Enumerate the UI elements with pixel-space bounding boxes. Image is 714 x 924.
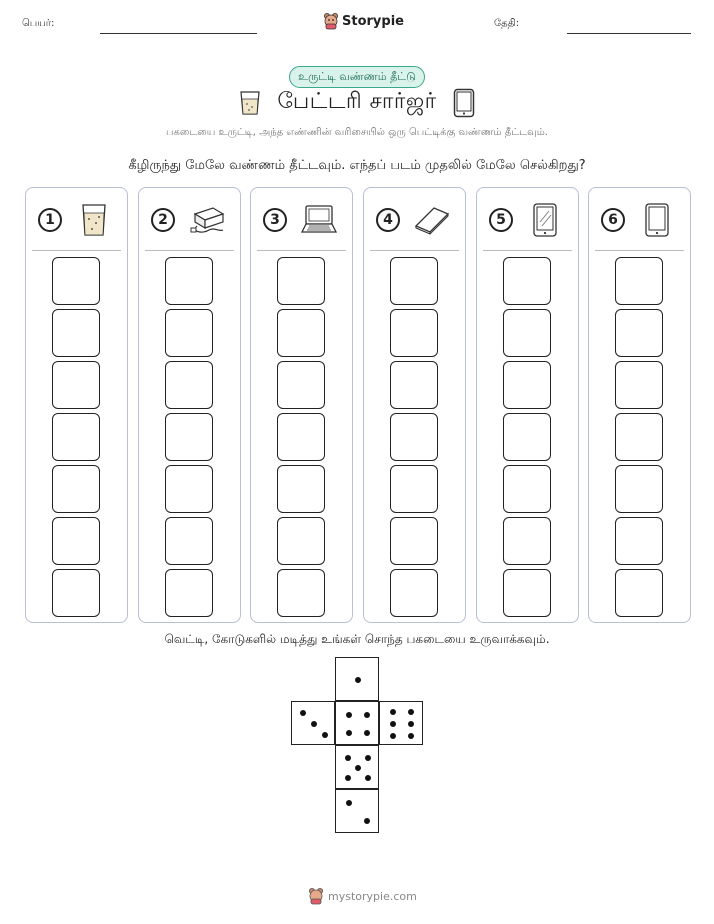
- color-box[interactable]: [165, 517, 213, 565]
- date-line[interactable]: [567, 33, 691, 34]
- notebook-icon: [412, 202, 452, 238]
- die-pip: [346, 800, 352, 806]
- die-pip: [408, 709, 414, 715]
- column-divider: [145, 250, 234, 251]
- die-pip: [390, 721, 396, 727]
- color-box[interactable]: [52, 309, 100, 357]
- die-face-6: [379, 701, 423, 745]
- color-box[interactable]: [615, 517, 663, 565]
- color-box[interactable]: [503, 257, 551, 305]
- column-number: 1: [38, 208, 62, 232]
- footer-url[interactable]: mystorypie.com: [328, 889, 417, 903]
- color-box[interactable]: [503, 465, 551, 513]
- die-pip: [390, 733, 396, 739]
- die-pip: [311, 721, 317, 727]
- column-2: [138, 187, 241, 623]
- color-box[interactable]: [52, 413, 100, 461]
- color-box[interactable]: [52, 517, 100, 565]
- column-divider: [483, 250, 572, 251]
- column-header: [139, 188, 240, 250]
- charger-icon: [187, 202, 227, 238]
- color-box[interactable]: [165, 257, 213, 305]
- color-box[interactable]: [52, 465, 100, 513]
- bear-icon: [323, 12, 339, 30]
- brand-name: Storypie: [342, 13, 404, 29]
- color-box[interactable]: [390, 413, 438, 461]
- column-4: [363, 187, 466, 623]
- color-box[interactable]: [277, 569, 325, 617]
- color-box[interactable]: [52, 257, 100, 305]
- color-box[interactable]: [52, 569, 100, 617]
- color-box[interactable]: [615, 361, 663, 409]
- die-pip: [408, 721, 414, 727]
- column-header: [364, 188, 465, 250]
- column-divider: [32, 250, 121, 251]
- color-box[interactable]: [277, 413, 325, 461]
- column-3: [250, 187, 353, 623]
- column-5: [476, 187, 579, 623]
- die-pip: [355, 765, 361, 771]
- color-box[interactable]: [503, 569, 551, 617]
- color-box[interactable]: [503, 517, 551, 565]
- die-pip: [345, 775, 351, 781]
- die-face-2: [335, 789, 379, 833]
- die-pip: [365, 755, 371, 761]
- title-row: [0, 88, 714, 118]
- color-box[interactable]: [503, 309, 551, 357]
- die-face-1: [335, 657, 379, 701]
- color-box[interactable]: [277, 361, 325, 409]
- instruction: கீழிருந்து மேலே வண்ணம் தீட்டவும். எந்தப் படம் முதலில் மேலே செல்கிறது?: [128, 158, 586, 173]
- subtitle: பகடையை உருட்டி, அந்த எண்ணின் வரிசையில் ஒரு பெட்டிக்கு வண்ணம் தீட்டவும்.: [166, 127, 548, 138]
- glass-icon: [74, 202, 114, 238]
- column-6: [588, 187, 691, 623]
- die-pip: [364, 818, 370, 824]
- color-box[interactable]: [52, 361, 100, 409]
- color-box[interactable]: [165, 465, 213, 513]
- bear-icon: [308, 887, 324, 905]
- die-pip: [345, 755, 351, 761]
- column-header: [26, 188, 127, 250]
- color-box[interactable]: [390, 257, 438, 305]
- color-box[interactable]: [277, 465, 325, 513]
- color-box[interactable]: [277, 257, 325, 305]
- name-line[interactable]: [100, 33, 257, 34]
- column-1: [25, 187, 128, 623]
- die-face-3: [291, 701, 335, 745]
- color-box[interactable]: [503, 413, 551, 461]
- column-number: 2: [151, 208, 175, 232]
- color-box[interactable]: [165, 309, 213, 357]
- activity-badge: உருட்டி வண்ணம் தீட்டு: [289, 66, 425, 88]
- die-face-5: [335, 745, 379, 789]
- tablet-front-icon: [637, 202, 677, 238]
- color-box[interactable]: [390, 361, 438, 409]
- die-pip: [390, 709, 396, 715]
- column-header: [477, 188, 578, 250]
- date-label: தேதி:: [494, 18, 520, 29]
- die-pip: [365, 775, 371, 781]
- die-pip: [408, 733, 414, 739]
- color-box[interactable]: [615, 465, 663, 513]
- die-face-4: [335, 701, 379, 745]
- column-header: [589, 188, 690, 250]
- footer: [308, 887, 417, 905]
- die-pip: [355, 677, 361, 683]
- color-box[interactable]: [277, 309, 325, 357]
- die-pip: [364, 730, 370, 736]
- column-number: 4: [376, 208, 400, 232]
- color-box[interactable]: [615, 569, 663, 617]
- column-divider: [595, 250, 684, 251]
- brand-logo: [323, 12, 404, 30]
- color-box[interactable]: [277, 517, 325, 565]
- color-box[interactable]: [390, 309, 438, 357]
- color-box[interactable]: [390, 569, 438, 617]
- column-number: 3: [263, 208, 287, 232]
- column-divider: [257, 250, 346, 251]
- color-box[interactable]: [615, 257, 663, 305]
- column-header: [251, 188, 352, 250]
- die-pip: [300, 710, 306, 716]
- color-box[interactable]: [390, 465, 438, 513]
- page-title: பேட்டரி சார்ஜர்: [277, 89, 437, 114]
- tablet-icon: [525, 202, 565, 238]
- die-pip: [322, 732, 328, 738]
- column-number: 5: [489, 208, 513, 232]
- color-box[interactable]: [165, 413, 213, 461]
- color-box[interactable]: [165, 569, 213, 617]
- die-pip: [346, 712, 352, 718]
- glass-icon: [239, 90, 261, 116]
- color-box[interactable]: [390, 517, 438, 565]
- color-box[interactable]: [615, 309, 663, 357]
- die-pip: [364, 712, 370, 718]
- color-box[interactable]: [503, 361, 551, 409]
- color-box[interactable]: [615, 413, 663, 461]
- name-label: பெயர்:: [22, 18, 55, 29]
- column-divider: [370, 250, 459, 251]
- tablet-icon: [453, 88, 475, 118]
- cut-instruction: வெட்டி, கோடுகளில் மடித்து உங்கள் சொந்த பகடையை உருவாக்கவும்.: [164, 632, 550, 646]
- die-pip: [346, 730, 352, 736]
- laptop-icon: [299, 202, 339, 238]
- column-number: 6: [601, 208, 625, 232]
- color-box[interactable]: [165, 361, 213, 409]
